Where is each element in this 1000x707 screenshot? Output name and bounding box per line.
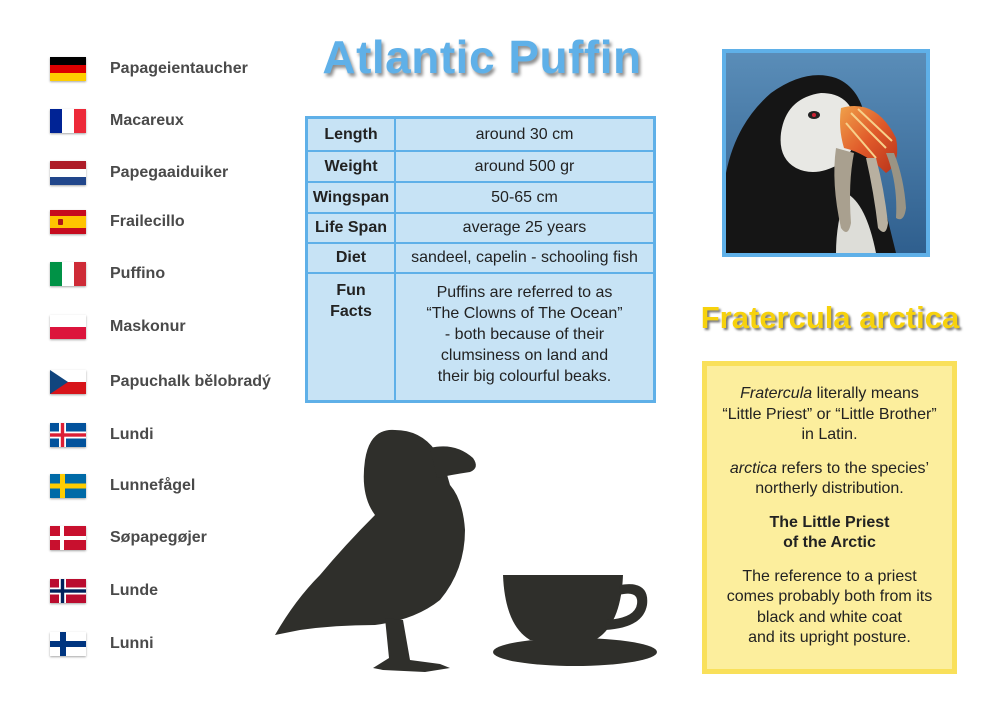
language-name: Lunnefågel <box>110 477 196 494</box>
info-text: and its upright posture. <box>748 629 911 646</box>
flag-denmark-icon <box>50 526 86 550</box>
fact-label: Diet <box>307 243 396 273</box>
language-item-icelandic <box>50 421 154 449</box>
language-name: Frailecillo <box>110 213 185 230</box>
table-row <box>307 182 655 213</box>
info-text: comes probably both from its <box>726 588 933 605</box>
fact-value: 50-65 cm <box>395 182 655 213</box>
facts-table <box>305 116 656 403</box>
info-text: black and white coat <box>757 608 902 626</box>
fun-facts-label <box>307 273 396 402</box>
info-text: “Little Priest” or “Little Brother” <box>722 405 937 423</box>
fact-value: around 500 gr <box>395 151 655 182</box>
info-text: refers to the species’ <box>777 459 930 477</box>
fun-facts-line: - both because of their <box>444 326 605 343</box>
table-row <box>307 243 655 273</box>
flag-iceland-icon <box>50 423 86 447</box>
latin-name: Fratercula arctica <box>700 300 960 335</box>
info-paragraph <box>707 567 952 649</box>
fact-label: Weight <box>307 151 396 182</box>
language-item-german <box>50 55 248 83</box>
language-name: Lunde <box>110 582 158 599</box>
silhouette-illustration <box>265 420 665 680</box>
info-text: The Little Priest <box>769 513 890 531</box>
puffin-silhouette-icon <box>275 430 476 672</box>
table-row <box>307 118 655 152</box>
flag-spain-icon <box>50 210 86 234</box>
etymology-box <box>702 361 957 674</box>
language-name: Puffino <box>110 265 166 282</box>
fact-value: around 30 cm <box>395 118 655 152</box>
language-name: Papegaaiduiker <box>110 164 229 181</box>
flag-norway-icon <box>50 579 86 603</box>
language-name: Maskonur <box>110 318 186 335</box>
language-name: Papuchalk bělobradý <box>110 373 271 390</box>
fun-facts-line: Puffins are referred to as <box>436 284 613 301</box>
language-item-polish <box>50 313 186 341</box>
language-item-danish <box>50 524 207 552</box>
fun-facts-label-line: Fun <box>336 282 366 299</box>
language-item-italian <box>50 260 165 288</box>
language-item-french <box>50 107 184 135</box>
flag-finland-icon <box>50 632 86 656</box>
flag-poland-icon <box>50 315 86 339</box>
language-item-finnish <box>50 630 154 658</box>
language-item-spanish <box>50 208 185 236</box>
info-italic: arctica <box>729 459 778 477</box>
language-list <box>0 0 300 707</box>
table-row <box>307 151 655 182</box>
flag-czech-icon <box>50 370 86 394</box>
fun-facts-line: “The Clowns of The Ocean” <box>426 305 623 322</box>
fun-facts-label-line: Facts <box>330 303 372 320</box>
language-name: Lundi <box>110 426 154 443</box>
language-item-dutch <box>50 159 228 187</box>
info-text: in Latin. <box>801 426 858 443</box>
flag-netherlands-icon <box>50 161 86 185</box>
info-text: northerly distribution. <box>755 480 904 497</box>
fun-facts-line: their big colourful beaks. <box>437 368 612 385</box>
flag-italy-icon <box>50 262 86 286</box>
info-italic: Fratercula <box>740 385 813 402</box>
language-name: Papageientaucher <box>110 60 248 77</box>
fact-label: Wingspan <box>307 182 396 213</box>
language-item-czech <box>50 368 271 396</box>
language-name: Søpapegøjer <box>110 529 207 546</box>
language-item-norwegian <box>50 577 158 605</box>
fun-facts-text <box>395 273 655 402</box>
info-text: literally means <box>812 385 919 402</box>
language-item-swedish <box>50 472 195 500</box>
fun-facts-line: clumsiness on land and <box>440 347 609 364</box>
info-text: The reference to a priest <box>742 567 917 585</box>
flag-sweden-icon <box>50 474 86 498</box>
page-title: Atlantic Puffin <box>322 31 642 83</box>
puffin-photo <box>722 49 930 257</box>
fact-value: average 25 years <box>395 213 655 243</box>
teacup-icon <box>493 575 657 666</box>
table-row <box>307 273 655 402</box>
language-name: Lunni <box>110 635 154 652</box>
info-text: of the Arctic <box>783 534 876 551</box>
info-paragraph <box>707 384 952 446</box>
info-paragraph <box>707 459 952 500</box>
flag-germany-icon <box>50 57 86 81</box>
fact-label: Length <box>307 118 396 152</box>
info-heading <box>707 513 952 554</box>
fact-value: sandeel, capelin - schooling fish <box>395 243 655 273</box>
language-name: Macareux <box>110 112 184 129</box>
table-row <box>307 213 655 243</box>
fact-label: Life Span <box>307 213 396 243</box>
flag-france-icon <box>50 109 86 133</box>
